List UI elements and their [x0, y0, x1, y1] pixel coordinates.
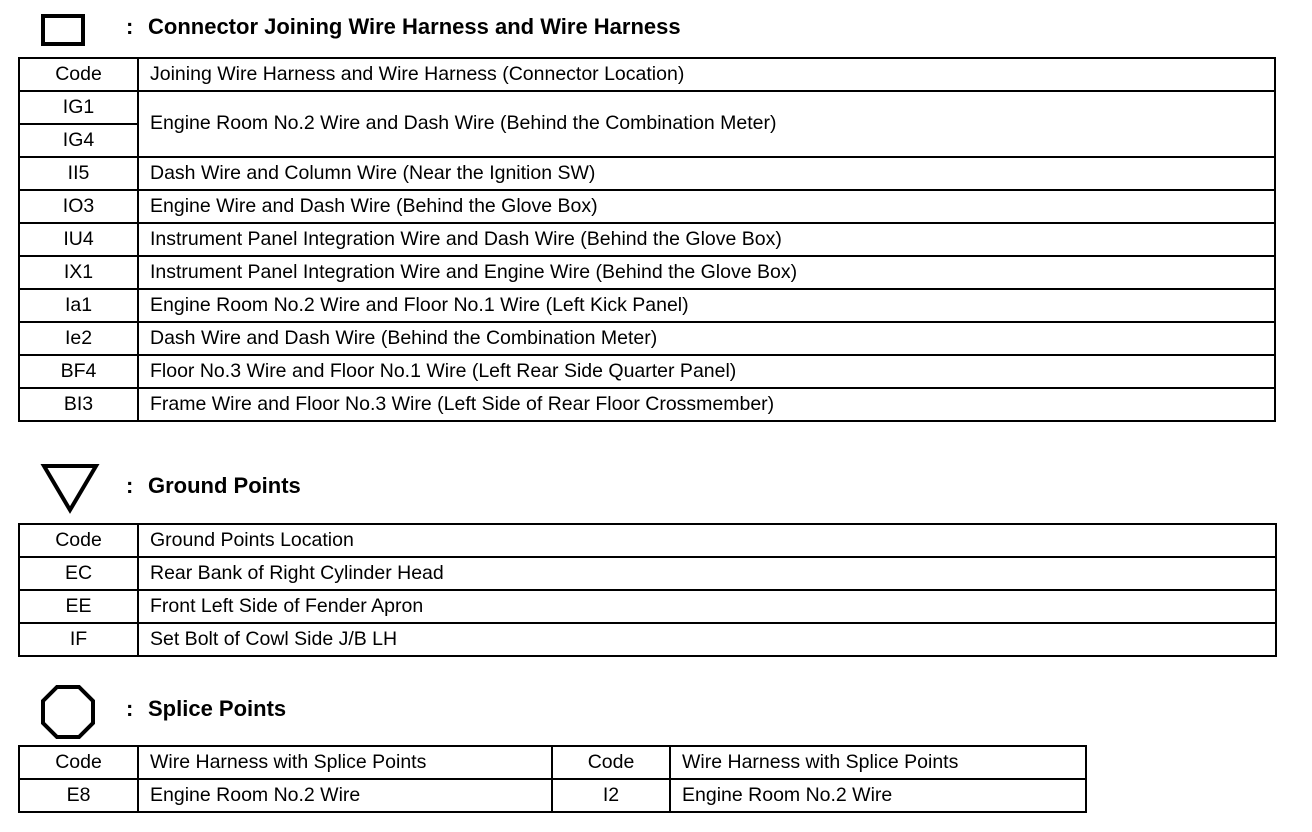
ground-location: Front Left Side of Fender Apron	[138, 590, 1276, 623]
connector-description: Instrument Panel Integration Wire and Engine Wire (Behind the Glove Box)	[138, 256, 1275, 289]
header-description: Joining Wire Harness and Wire Harness (Connector Location)	[138, 58, 1275, 91]
ground-location: Set Bolt of Cowl Side J/B LH	[138, 623, 1276, 656]
table-row	[19, 388, 1275, 421]
connector-code: Ie2	[19, 322, 138, 355]
octagon-symbol-icon	[40, 684, 96, 740]
connector-description: Instrument Panel Integration Wire and Dash Wire (Behind the Glove Box)	[138, 223, 1275, 256]
connector-code: BF4	[19, 355, 138, 388]
section-colon: :	[126, 473, 134, 498]
connector-code: IG1	[19, 91, 138, 124]
header-description: Ground Points Location	[138, 524, 1276, 557]
table-row	[19, 779, 1086, 812]
splice-wire-harness: Engine Room No.2 Wire	[138, 779, 552, 812]
connector-code: Ia1	[19, 289, 138, 322]
connector-description: Dash Wire and Dash Wire (Behind the Combination Meter)	[138, 322, 1275, 355]
connector-description: Engine Wire and Dash Wire (Behind the Glove Box)	[138, 190, 1275, 223]
splice-section-title: Splice Points	[148, 696, 287, 721]
table-header-row	[19, 524, 1276, 557]
connector-description: Engine Room No.2 Wire and Floor No.1 Wire (Left Kick Panel)	[138, 289, 1275, 322]
connector-description: Floor No.3 Wire and Floor No.1 Wire (Left Rear Side Quarter Panel)	[138, 355, 1275, 388]
table-header-row	[19, 58, 1275, 91]
connector-code: II5	[19, 157, 138, 190]
table-row	[19, 91, 1275, 124]
splice-wire-harness: Engine Room No.2 Wire	[670, 779, 1086, 812]
ground-code: EE	[19, 590, 138, 623]
connector-code: IO3	[19, 190, 138, 223]
table-row	[19, 590, 1276, 623]
ground-code: EC	[19, 557, 138, 590]
table-row	[19, 190, 1275, 223]
triangle-down-symbol-icon	[40, 462, 100, 516]
ground-location: Rear Bank of Right Cylinder Head	[138, 557, 1276, 590]
table-header-row	[19, 746, 1086, 779]
table-row	[19, 623, 1276, 656]
ground-section-title: Ground Points	[148, 473, 301, 498]
connector-description: Frame Wire and Floor No.3 Wire (Left Side of Rear Floor Crossmember)	[138, 388, 1275, 421]
table-row	[19, 223, 1275, 256]
ground-code: IF	[19, 623, 138, 656]
header-code: Code	[552, 746, 670, 779]
splice-code: I2	[552, 779, 670, 812]
header-code: Code	[19, 524, 138, 557]
ground-table	[18, 523, 1277, 657]
table-row	[19, 289, 1275, 322]
square-symbol-icon	[40, 12, 88, 48]
header-description: Wire Harness with Splice Points	[138, 746, 552, 779]
header-code: Code	[19, 746, 138, 779]
table-row	[19, 355, 1275, 388]
splice-code: E8	[19, 779, 138, 812]
connector-table	[18, 57, 1276, 422]
header-description: Wire Harness with Splice Points	[670, 746, 1086, 779]
connector-section-title: Connector Joining Wire Harness and Wire Harness	[148, 14, 681, 39]
connector-description: Engine Room No.2 Wire and Dash Wire (Behind the Combination Meter)	[138, 91, 1275, 157]
connector-code: IX1	[19, 256, 138, 289]
table-row	[19, 256, 1275, 289]
splice-table	[18, 745, 1087, 813]
header-code: Code	[19, 58, 138, 91]
connector-description: Dash Wire and Column Wire (Near the Ignition SW)	[138, 157, 1275, 190]
table-row	[19, 557, 1276, 590]
connector-code: IG4	[19, 124, 138, 157]
connector-code: IU4	[19, 223, 138, 256]
table-row	[19, 157, 1275, 190]
connector-code: BI3	[19, 388, 138, 421]
section-colon: :	[126, 696, 134, 721]
table-row	[19, 322, 1275, 355]
section-colon: :	[126, 14, 134, 39]
